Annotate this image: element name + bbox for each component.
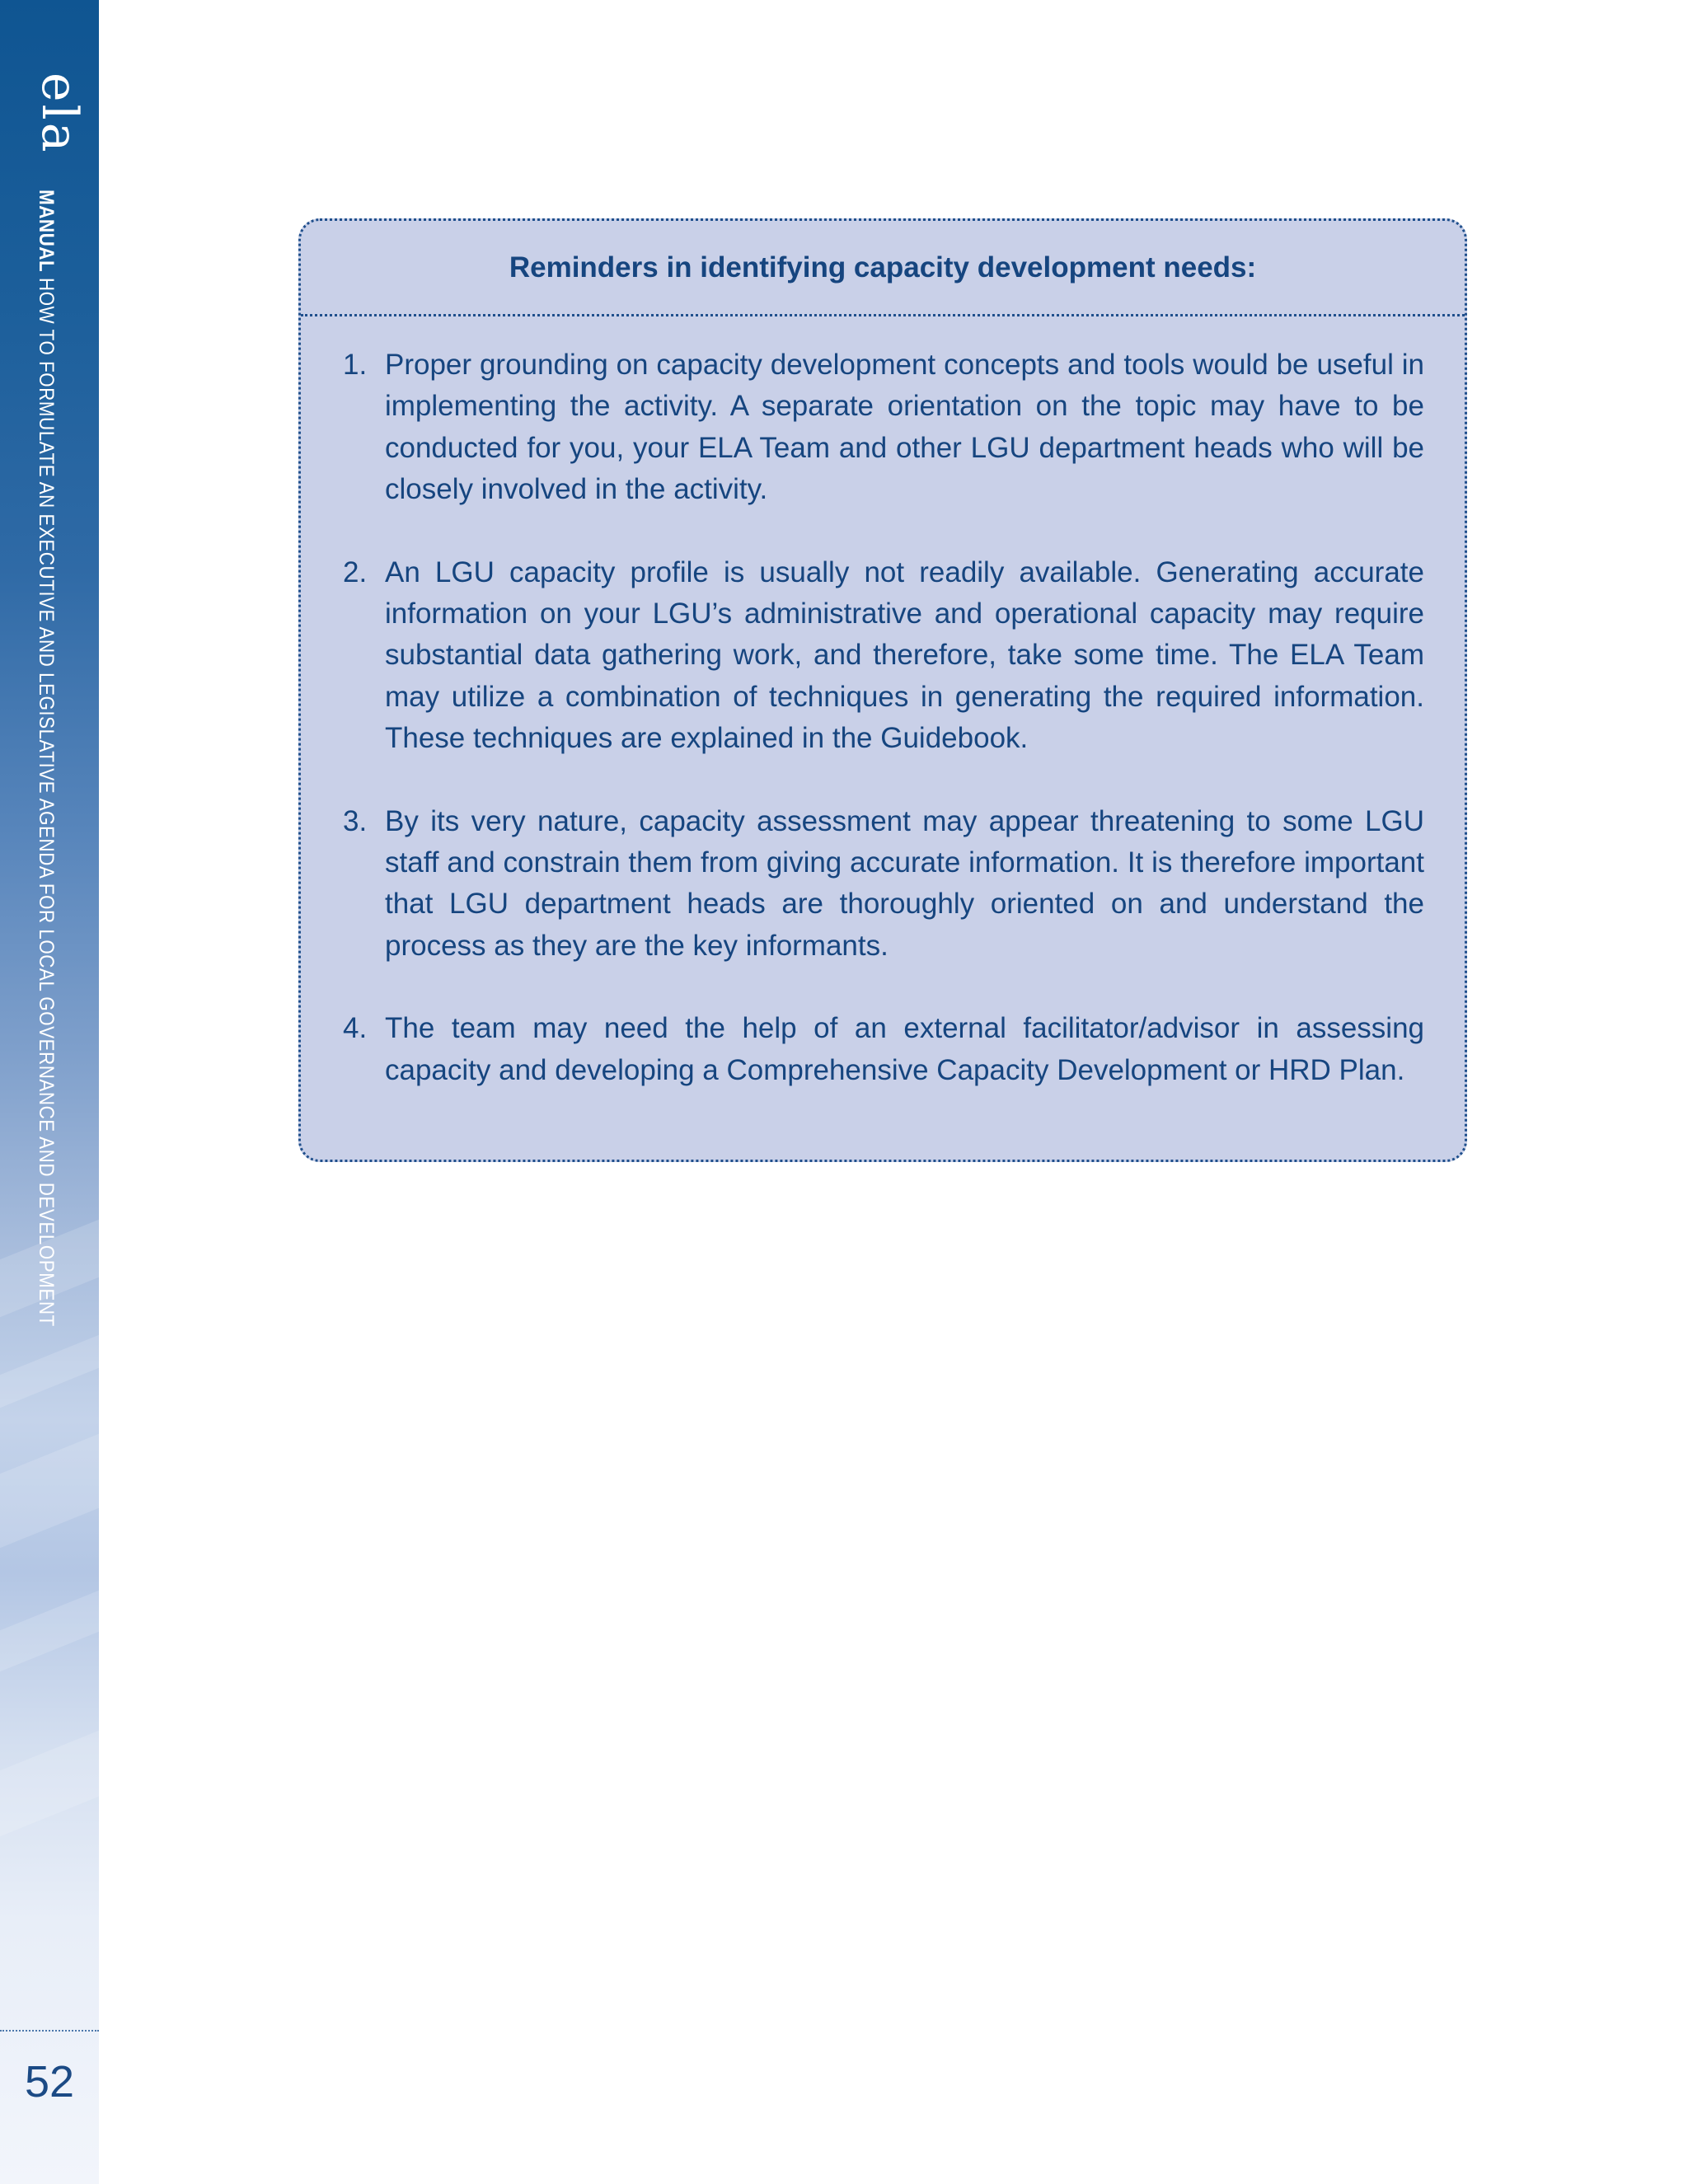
list-item (343, 1008, 1424, 1091)
reminder-box (298, 218, 1467, 1162)
reminder-list (343, 344, 1424, 1132)
decorative-streak (0, 1571, 99, 1685)
ela-logo: ela (30, 73, 88, 155)
item-number: 3. (343, 804, 368, 837)
item-text: The team may need the help of an external facilitator/advisor in assessing capacity and developing a Comprehensive Capacity Development or HRD Plan. (385, 1012, 1424, 1086)
reminder-heading: Reminders in identifying capacity development needs: (301, 221, 1465, 316)
page-divider (0, 2030, 99, 2032)
decorative-streak (0, 1315, 99, 1422)
list-item (343, 801, 1424, 968)
manual-label: MANUAL (35, 190, 58, 273)
sidebar-band (0, 0, 99, 2184)
item-number: 4. (343, 1012, 368, 1045)
list-item (343, 344, 1424, 511)
item-text: Proper grounding on capacity development concepts and tools would be useful in implementing the activity. A separate orientation on the topic may have to be conducted for you, your ELA Team and other LGU department heads who will be closely involved in the activity. (385, 349, 1424, 506)
item-text: By its very nature, capacity assessment may appear threatening to some LGU staff and constrain them from giving accurate information. It is therefore important that LGU department heads are thoroughly oriented on and understand the process as they are the key informants. (385, 804, 1424, 962)
decorative-streak (0, 1414, 99, 1562)
decorative-streak (0, 1711, 99, 1850)
manual-title: HOW TO FORMULATE AN EXECUTIVE AND LEGISLATIVE AGENDA FOR LOCAL GOVERNANCE AND DEVELOPMENT (35, 272, 58, 1327)
series-title (35, 190, 56, 1327)
list-item (343, 552, 1424, 760)
item-number: 1. (343, 349, 368, 381)
page-number: 52 (24, 2057, 75, 2107)
item-text: An LGU capacity profile is usually not readily available. Generating accurate information on your LGU’s administrative and operational capacity may require substantial data gathering work, and therefore, take some time. The ELA Team may utilize a combination of techniques in generating the required information. These techniques are explained in the Guidebook. (385, 555, 1424, 755)
item-number: 2. (343, 555, 368, 588)
